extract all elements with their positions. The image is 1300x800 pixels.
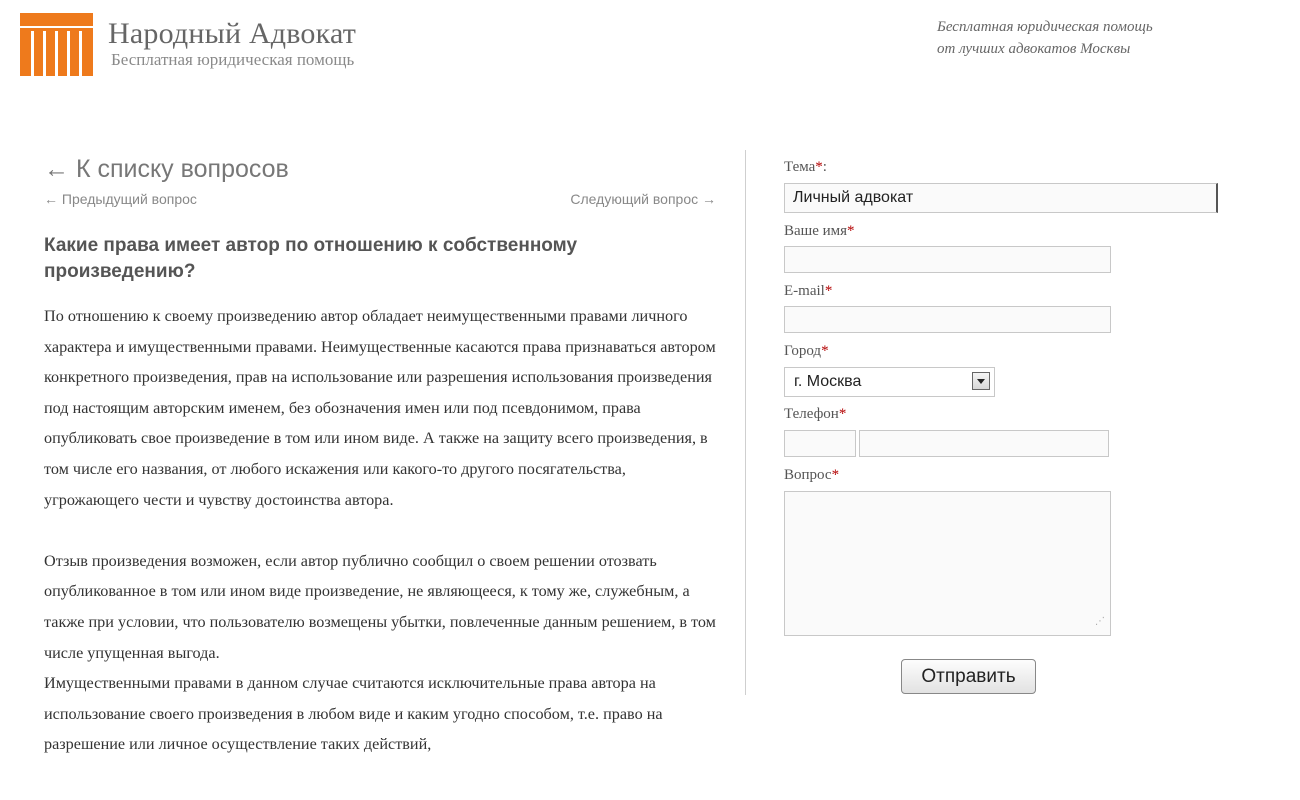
chevron-down-icon[interactable] <box>972 372 990 390</box>
city-label: Город* <box>784 343 829 359</box>
email-label: E-mail* <box>784 283 833 299</box>
resize-grip-icon[interactable]: ⋰ <box>1095 616 1105 627</box>
answer-paragraph: По отношению к своему произведению автор обладает неимущественными правами личного характера и имущественными правами. Неимущественные касаются права признаваться автором конкретного произведения, прав на использование или разрешения использования произведения под настоящим авторским именем, без обозначения имен или под псевдонимом, права опубликовать свое произведение в том или ином виде. А также на защиту всего произведения, в том числе его названия, от любого искажения или какого-то другого посягательства, угрожающего чести и чувству достоинства автора. <box>44 307 716 509</box>
name-label: Ваше имя* <box>784 223 855 239</box>
email-input[interactable] <box>784 306 1111 333</box>
phone-label: Телефон* <box>784 406 847 422</box>
logo-columns-icon <box>20 13 93 76</box>
city-select[interactable] <box>784 367 995 397</box>
column-divider <box>745 150 746 695</box>
question-label: Вопрос* <box>784 467 840 483</box>
answer-text <box>44 301 716 760</box>
city-selected-value: г. Москва <box>794 373 862 390</box>
topic-input[interactable] <box>784 183 1218 213</box>
topic-label: Тема*: <box>784 159 827 175</box>
previous-question-link[interactable]: ← Предыдущий вопрос <box>44 191 197 207</box>
next-question-link[interactable]: Следующий вопрос → <box>570 191 716 207</box>
name-input[interactable] <box>784 246 1111 273</box>
tagline-line-2: от лучших адвокатов Москвы <box>937 41 1131 57</box>
back-to-questions-link[interactable]: ← К списку вопросов <box>44 155 289 183</box>
tagline-line-1: Бесплатная юридическая помощь <box>937 19 1153 35</box>
question-title: Какие права имеет автор по отношению к собственному произведению? <box>44 235 578 282</box>
question-textarea[interactable] <box>784 491 1111 636</box>
site-title[interactable]: Народный Адвокат <box>108 17 357 50</box>
header-tagline <box>937 16 1153 60</box>
submit-button[interactable]: Отправить <box>901 659 1036 694</box>
answer-paragraph: Отзыв произведения возможен, если автор публично сообщил о своем решении отозвать опубликованное в том или ином виде произведение, не являющееся, к тому же, служебным, а также при условии, что пользователю возмещены убытки, повлеченные данным решением, в том числе упущенная выгода. <box>44 551 716 662</box>
phone-number-input[interactable] <box>859 430 1109 457</box>
phone-code-input[interactable] <box>784 430 856 457</box>
site-subtitle: Бесплатная юридическая помощь <box>111 50 355 69</box>
answer-paragraph: Имущественными правами в данном случае считаются исключительные права автора на использование своего произведения в любом виде и каким угодно способом, т.е. право на разрешение или личное осуществление таких действий, <box>44 674 663 754</box>
